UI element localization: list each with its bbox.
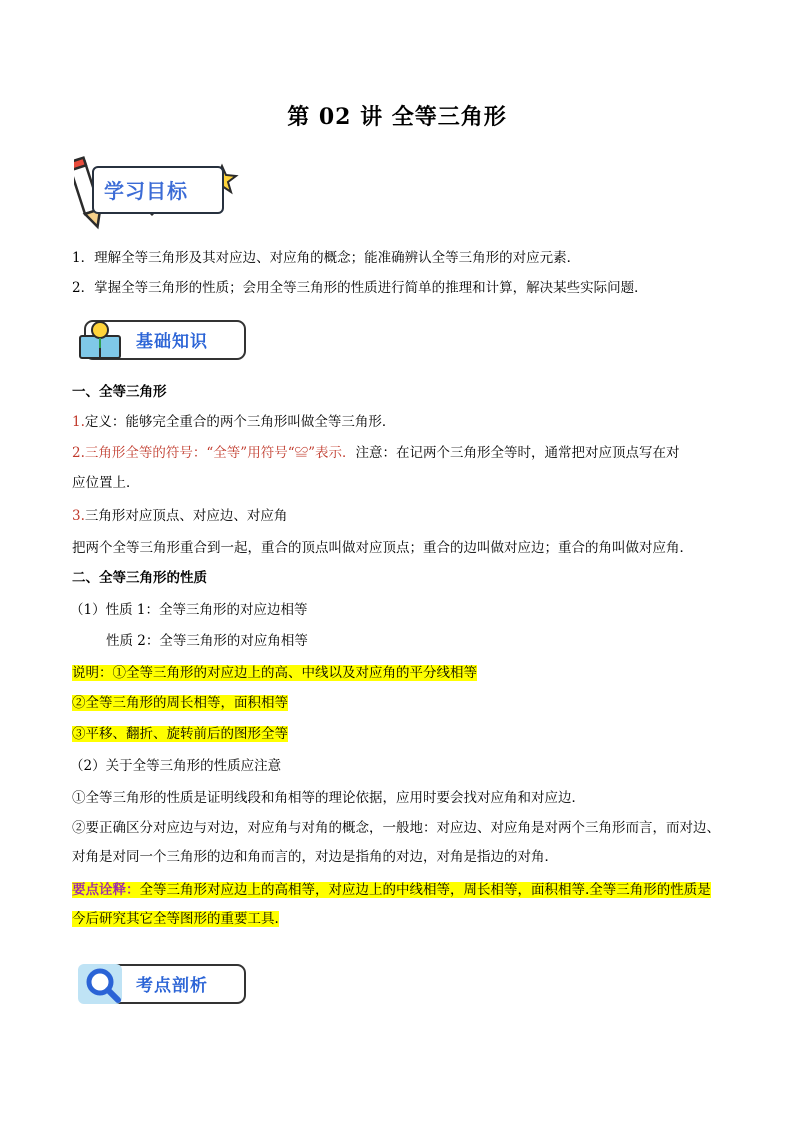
explain-line-2 bbox=[72, 693, 288, 713]
explain-line bbox=[72, 663, 477, 683]
correspond-desc: 把两个全等三角形重合到一起，重合的顶点叫做对应顶点；重合的边叫做对应边；重合的角叫做对应角． bbox=[72, 540, 693, 556]
explain-line-3 bbox=[72, 724, 288, 744]
property-1: （1）性质 1：全等三角形的对应边相等 bbox=[70, 602, 308, 618]
objectives-banner bbox=[74, 150, 244, 230]
explain-text-2: ②全等三角形的周长相等，面积相等 bbox=[72, 695, 288, 711]
symbol-number: 2. bbox=[72, 445, 85, 461]
correspond-text: 三角形对应顶点、对应边、对应角 bbox=[84, 508, 288, 524]
key-label: 要点诠释： bbox=[72, 882, 140, 898]
symbol-text: 三角形全等的符号：“全等”用符号“≌”表示． bbox=[84, 445, 356, 461]
key-text: 全等三角形对应边上的高相等，对应边上的中线相等，周长相等，面积相等.全等三角形的性质是今后研究其它全等图形的重要工具. bbox=[72, 882, 711, 927]
objective-1: 1．理解全等三角形及其对应边、对应角的概念；能准确辨认全等三角形的对应元素． bbox=[72, 250, 581, 266]
analysis-label: 考点剖析 bbox=[136, 976, 208, 996]
explain-text: 说明：①全等三角形的对应边上的高、中线以及对应角的平分线相等 bbox=[72, 665, 477, 681]
section1-heading: 一、全等三角形 bbox=[72, 384, 167, 400]
definition-text: 定义：能够完全重合的两个三角形叫做全等三角形． bbox=[84, 414, 396, 430]
explain-text-3: ③平移、翻折、旋转前后的图形全等 bbox=[72, 726, 288, 742]
objective-2: 2．掌握全等三角形的性质；会用全等三角形的性质进行简单的推理和计算，解决某些实际问题． bbox=[72, 280, 648, 296]
section2-heading: 二、全等三角形的性质 bbox=[72, 570, 207, 586]
magnifier-icon bbox=[74, 958, 134, 1008]
symbol-line bbox=[72, 443, 680, 463]
note-2: ②要正确区分对应边与对边，对应角与对角的概念，一般地：对应边、对应角是对两个三角形而言，而对边、对角是对同一个三角形的边和角而言的，对边是指角的对边，对角是指边的对角． bbox=[72, 820, 720, 865]
symbol-note: 注意：在记两个三角形全等时，通常把对应顶点写在对 bbox=[355, 445, 680, 461]
definition-number: 1. bbox=[72, 414, 85, 430]
analysis-banner bbox=[74, 958, 254, 1008]
note-heading: （2）关于全等三角形的性质应注意 bbox=[70, 758, 282, 774]
symbol-note-cont: 应位置上． bbox=[72, 475, 140, 491]
book-lightbulb-icon bbox=[74, 314, 134, 364]
correspond-line bbox=[72, 506, 287, 526]
basics-label: 基础知识 bbox=[136, 332, 208, 352]
correspond-number: 3. bbox=[72, 508, 85, 524]
basics-banner bbox=[74, 314, 254, 364]
objectives-label: 学习目标 bbox=[104, 179, 188, 203]
property-2: 性质 2：全等三角形的对应角相等 bbox=[106, 633, 308, 649]
key-points bbox=[72, 876, 724, 934]
page-title: 第 02 讲 全等三角形 bbox=[287, 104, 507, 130]
definition-line bbox=[72, 412, 395, 432]
note-1: ①全等三角形的性质是证明线段和角相等的理论依据，应用时要会找对应角和对应边． bbox=[72, 790, 585, 806]
